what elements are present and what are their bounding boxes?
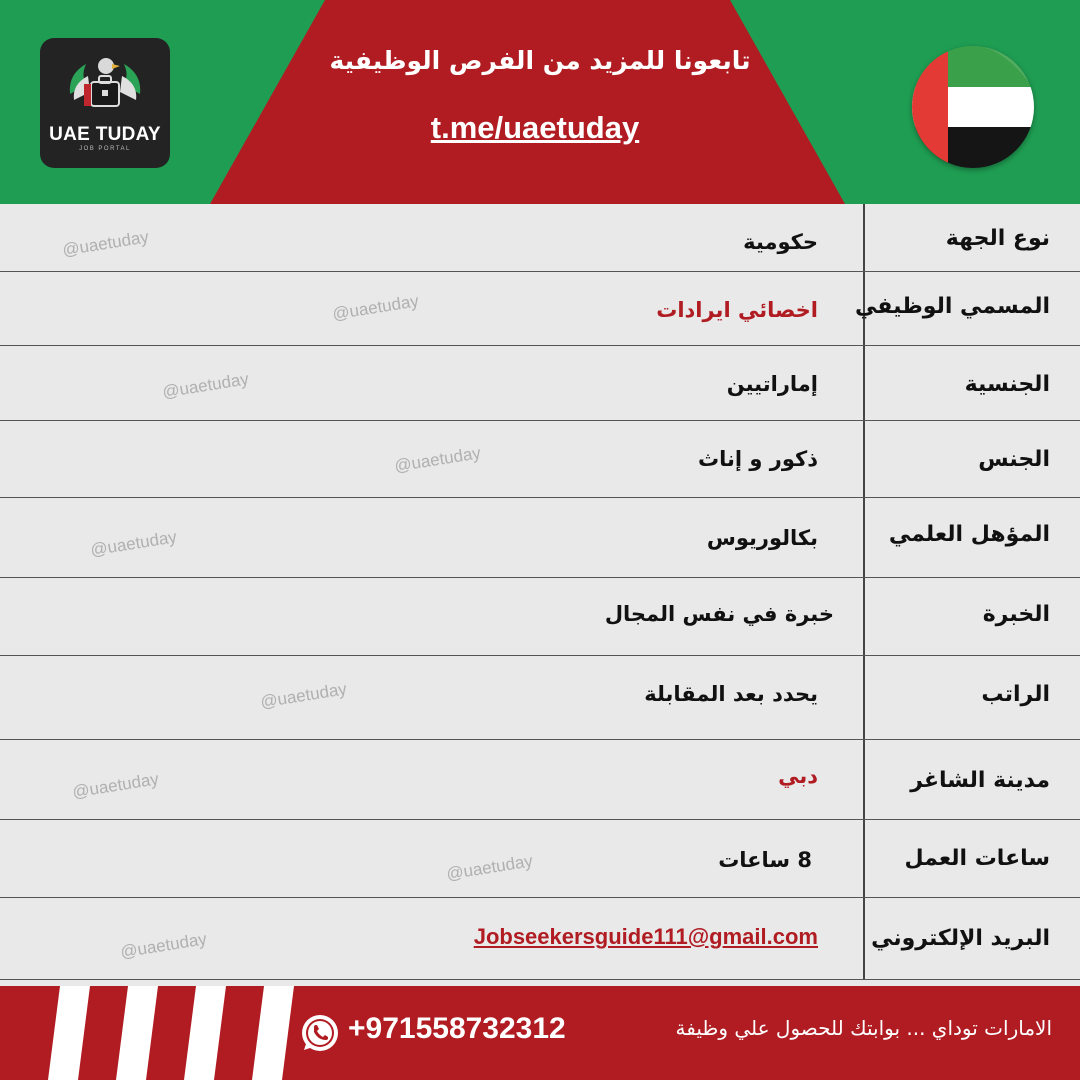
header-banner <box>0 0 1080 204</box>
row-label: نوع الجهة <box>945 226 1050 251</box>
row-value: إماراتيين <box>726 372 818 396</box>
table-row <box>0 740 1080 820</box>
table-row <box>0 204 1080 272</box>
logo-subtitle: JOB PORTAL <box>79 146 131 152</box>
watermark: @uaetuday <box>258 679 349 712</box>
email-link[interactable]: Jobseekersguide111@gmail.com <box>473 924 818 949</box>
follow-heading: تابعونا للمزيد من الفرص الوظيفية <box>329 46 751 75</box>
watermark: @uaetuday <box>330 291 421 324</box>
whatsapp-icon[interactable] <box>300 1013 340 1053</box>
footer-tagline: الامارات توداي ... بوابتك للحصول علي وظيفة <box>675 1016 1052 1040</box>
row-value: حكومية <box>743 230 818 254</box>
eagle-briefcase-icon <box>64 54 146 124</box>
row-label: الجنسية <box>964 372 1050 397</box>
row-label: ساعات العمل <box>904 846 1050 871</box>
row-label: الجنس <box>978 447 1050 472</box>
row-value: اخصائي ايرادات <box>656 298 818 322</box>
watermark: @uaetuday <box>160 369 251 402</box>
table-row <box>0 820 1080 898</box>
table-row <box>0 421 1080 498</box>
uae-flag-icon <box>912 46 1034 168</box>
row-value: 8 ساعات <box>718 848 812 872</box>
watermark: @uaetuday <box>118 929 209 962</box>
row-label: المسمي الوظيفي <box>855 294 1050 319</box>
uae-tuday-logo <box>40 38 170 168</box>
table-row <box>0 578 1080 656</box>
row-value: ذكور و إناث <box>698 447 818 471</box>
row-value: بكالوريوس <box>706 526 818 550</box>
row-label: المؤهل العلمي <box>888 522 1050 547</box>
row-value: دبي <box>778 764 818 788</box>
row-label: الراتب <box>981 682 1050 707</box>
table-row <box>0 272 1080 346</box>
job-details-table <box>0 204 1080 986</box>
decorative-stripes <box>0 986 320 1080</box>
row-value: خبرة في نفس المجال <box>604 602 834 626</box>
table-row <box>0 656 1080 740</box>
logo-title: UAE TUDAY <box>49 124 161 145</box>
row-value: يحدد بعد المقابلة <box>644 682 818 706</box>
row-label: الخبرة <box>982 602 1050 627</box>
phone-number[interactable]: +971558732312 <box>348 1012 566 1045</box>
watermark: @uaetuday <box>60 227 151 260</box>
watermark: @uaetuday <box>88 527 179 560</box>
row-label: مدينة الشاغر <box>910 768 1050 793</box>
watermark: @uaetuday <box>444 851 535 884</box>
row-label: البريد الإلكتروني <box>871 926 1050 951</box>
telegram-link[interactable]: t.me/uaetuday <box>430 110 640 145</box>
watermark: @uaetuday <box>392 443 483 476</box>
watermark: @uaetuday <box>70 769 161 802</box>
